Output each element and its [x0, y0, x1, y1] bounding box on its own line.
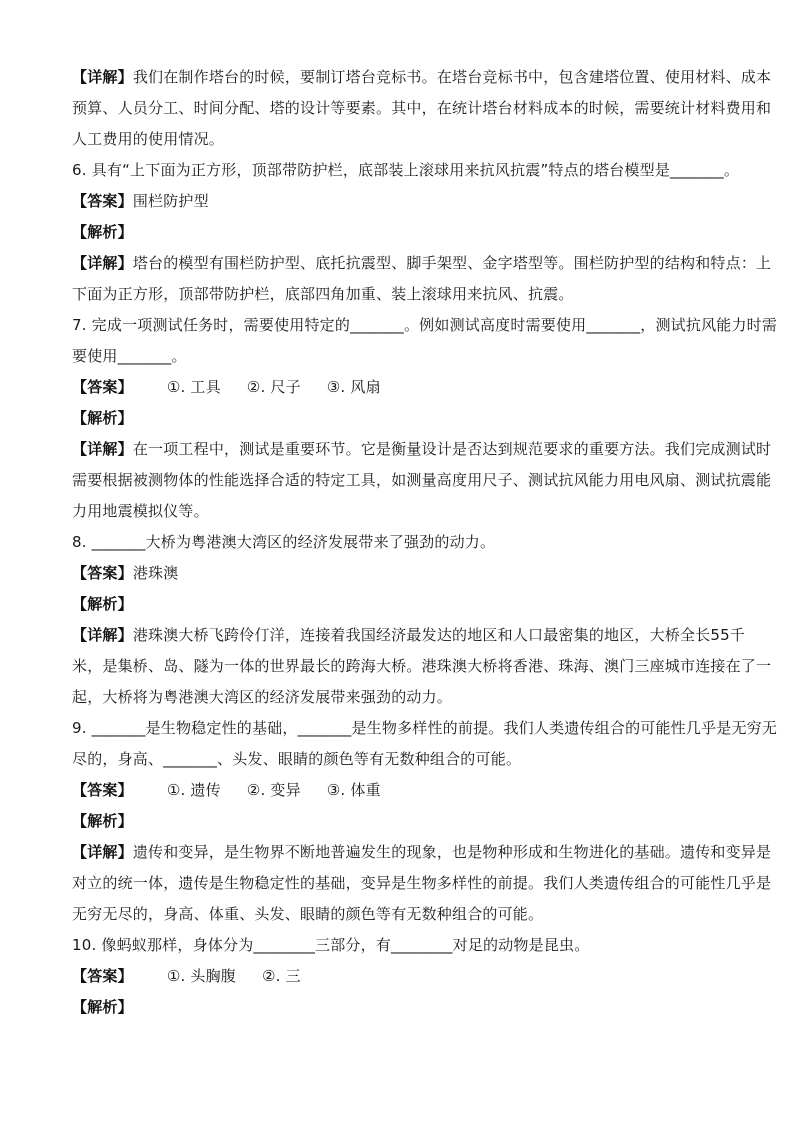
answer-item: ②. 三: [262, 967, 301, 985]
answer-tag: 【答案】: [72, 967, 133, 985]
detail-text: 遗传和变异，是生物界不断地普遍发生的现象，也是物种形成和生物进化的基础。遗传和变异是: [132, 843, 772, 861]
question-10: 10. 像蚂蚁那样，身体分为________三部分，有________对足的动物是昆虫。: [72, 936, 590, 954]
detail-9-line-1: [72, 837, 772, 868]
answer-text: 围栏防护型: [132, 192, 209, 210]
detail-7-line-3: 力用地震模拟仪等。: [72, 502, 209, 520]
detail-7-line-2: 需要根据被测物体的性能选择合适的特定工具，如测量高度用尺子、测试抗风能力用电风扇、测试抗震能: [72, 471, 772, 489]
detail-8-line-2: 米，是集桥、岛、隧为一体的世界最长的跨海大桥。港珠澳大桥将香港、珠海、澳门三座城市连接在了一: [72, 657, 772, 675]
analysis-tag: 【解析】: [72, 223, 133, 241]
analysis-tag: 【解析】: [72, 812, 133, 830]
question-6: 6. 具有“上下面为正方形，顶部带防护栏，底部装上滚球用来抗风抗震”特点的塔台模型是_______。: [72, 161, 740, 179]
analysis-tag: 【解析】: [72, 998, 133, 1016]
answer-text: 港珠澳: [132, 564, 179, 582]
answer-item: ①. 头胸腹: [166, 967, 236, 985]
detail-tag: 【详解】: [72, 843, 133, 861]
detail-8-line-1: [72, 620, 746, 651]
detail-5-line-2: 预算、人员分工、时间分配、塔的设计等要素。其中，在统计塔台材料成本的时候，需要统计材料费用和: [72, 99, 772, 117]
answer-8: [72, 558, 724, 589]
question-8: 8. _______大桥为粤港澳大湾区的经济发展带来了强劲的动力。: [72, 533, 496, 551]
question-9-line-1: 9. _______是生物稳定性的基础，_______是生物多样性的前提。我们人类遗传组合的可能性几乎是无穷无: [72, 719, 778, 737]
detail-9-line-2: 对立的统一体，遗传是生物稳定性的基础，变异是生物多样性的前提。我们人类遗传组合的可能性几乎是: [72, 874, 772, 892]
answer-tag: 【答案】: [72, 781, 133, 799]
answer-item: ②. 尺子: [246, 378, 301, 396]
analysis-6: [72, 217, 724, 248]
detail-6-line-2: 下面为正方形，顶部带防护栏，底部四角加重、装上滚球用来抗风、抗震。: [72, 285, 574, 303]
analysis-8: [72, 589, 724, 620]
detail-tag: 【详解】: [72, 626, 133, 644]
question-7-line-1: 7. 完成一项测试任务时，需要使用特定的_______。例如测试高度时需要使用_______，测试抗风能力时需: [72, 316, 778, 334]
analysis-9: [72, 806, 724, 837]
answer-9: [72, 775, 724, 806]
answer-10: [72, 961, 724, 992]
answer-item: ②. 变异: [246, 781, 301, 799]
answer-item: ①. 工具: [166, 378, 221, 396]
answer-6: [72, 186, 724, 217]
detail-text: 港珠澳大桥飞跨伶仃洋，连接着我国经济最发达的地区和人口最密集的地区，大桥全长55千: [132, 626, 746, 644]
detail-6-line-1: [72, 248, 772, 279]
analysis-7: [72, 403, 724, 434]
detail-text: 在一项工程中，测试是重要环节。它是衡量设计是否达到规范要求的重要方法。我们完成测试时: [132, 440, 772, 458]
analysis-tag: 【解析】: [72, 409, 133, 427]
detail-5-line-1: [72, 62, 772, 93]
question-9-line-2: 尽的，身高、_______、头发、眼睛的颜色等有无数种组合的可能。: [72, 750, 522, 768]
answer-item: ①. 遗传: [166, 781, 221, 799]
detail-text: 我们在制作塔台的时候，要制订塔台竞标书。在塔台竞标书中，包含建塔位置、使用材料、成本: [132, 68, 772, 86]
answer-item: ③. 风扇: [326, 378, 381, 396]
answer-7: [72, 372, 724, 403]
analysis-10: [72, 992, 724, 1023]
answer-tag: 【答案】: [72, 378, 133, 396]
detail-text: 塔台的模型有围栏防护型、底托抗震型、脚手架型、金字塔型等。围栏防护型的结构和特点：上: [132, 254, 772, 272]
answer-item: ③. 体重: [326, 781, 381, 799]
detail-5-line-3: 人工费用的使用情况。: [72, 130, 225, 148]
detail-tag: 【详解】: [72, 254, 133, 272]
detail-9-line-3: 无穷无尽的，身高、体重、头发、眼睛的颜色等有无数种组合的可能。: [72, 905, 544, 923]
detail-tag: 【详解】: [72, 68, 133, 86]
detail-tag: 【详解】: [72, 440, 133, 458]
answer-tag: 【答案】: [72, 192, 133, 210]
answer-tag: 【答案】: [72, 564, 133, 582]
question-7-line-2: 要使用_______。: [72, 347, 187, 365]
detail-7-line-1: [72, 434, 772, 465]
analysis-tag: 【解析】: [72, 595, 133, 613]
detail-8-line-3: 起，大桥将为粤港澳大湾区的经济发展带来强劲的动力。: [72, 688, 453, 706]
